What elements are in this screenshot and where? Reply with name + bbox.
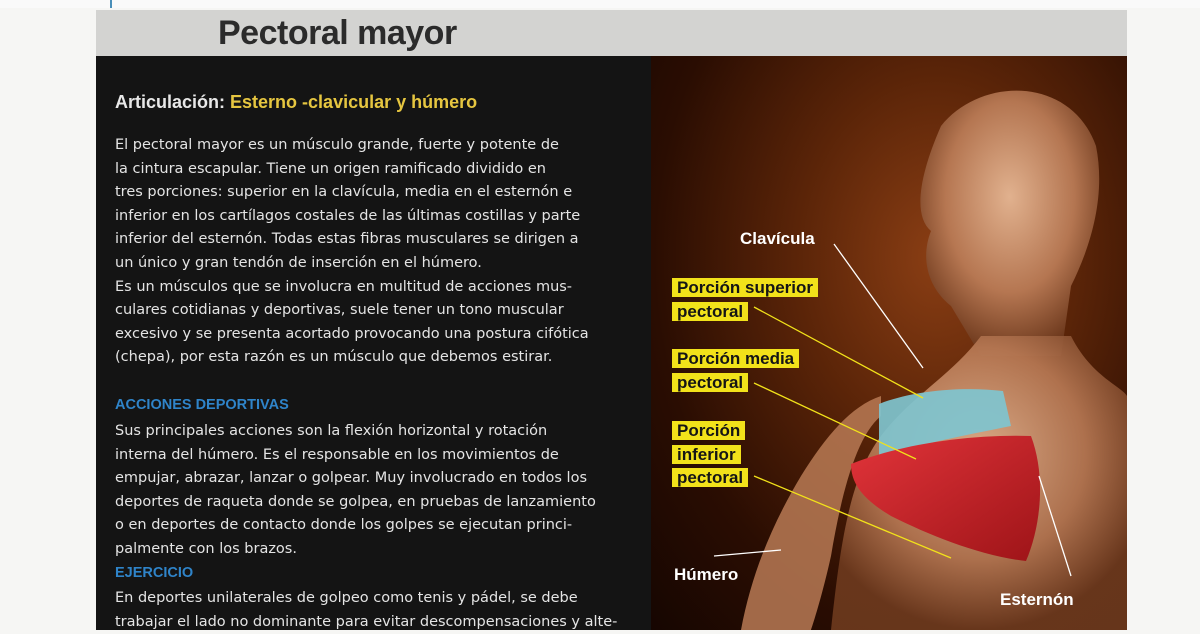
ejercicio-heading: EJERCICIO xyxy=(115,565,194,581)
label-porcion-superior xyxy=(672,276,818,323)
ejercicio-paragraph xyxy=(115,587,635,634)
label-porcion-media xyxy=(672,347,799,394)
label-line: Porción media xyxy=(672,349,799,368)
label-line: pectoral xyxy=(672,302,748,321)
label-line: inferior xyxy=(672,445,741,464)
acciones-line: deportes de raqueta donde se golpea, en pruebas de lanzamiento xyxy=(115,493,596,510)
articulation-label: Articulación: xyxy=(115,92,226,112)
label-line: pectoral xyxy=(672,373,748,392)
intro-line: inferior en los cartílagos costales de las últimas costillas y parte xyxy=(115,207,581,224)
intro-line: un único y gran tendón de inserción en el húmero. xyxy=(115,254,482,271)
right-margin xyxy=(1127,10,1200,630)
acciones-line: empujar, abrazar, lanzar o golpear. Muy involucrado en todos los xyxy=(115,470,588,487)
acciones-line: Sus principales acciones son la flexión horizontal y rotación xyxy=(115,423,548,439)
label-line: Porción xyxy=(672,421,745,440)
intro-line: la cintura escapular. Tiene un origen ramificado dividido en xyxy=(115,160,546,177)
head-shape xyxy=(920,91,1099,356)
page-title: Pectoral mayor xyxy=(218,14,457,52)
ejercicio-line: trabajar el lado no dominante para evitar descompensaciones y alte- xyxy=(115,613,618,630)
ejercicio-line: En deportes unilaterales de golpeo como tenis y pádel, se debe xyxy=(115,590,578,606)
label-line: pectoral xyxy=(672,468,748,487)
articulation-heading xyxy=(115,92,477,113)
acciones-line: o en deportes de contacto donde los golpes se ejecutan princi- xyxy=(115,517,573,534)
anatomy-illustration xyxy=(651,56,1127,630)
intro-line: El pectoral mayor es un músculo grande, fuerte y potente de xyxy=(115,137,559,153)
previous-page-strip xyxy=(0,0,1200,8)
label-line: Porción superior xyxy=(672,278,818,297)
acciones-line: interna del húmero. Es el responsable en los movimientos de xyxy=(115,446,559,463)
intro-line: culares cotidianas y deportivas, suele tener un tono muscular xyxy=(115,302,564,319)
label-esternon: Esternón xyxy=(1000,590,1074,609)
intro-paragraph xyxy=(115,134,635,370)
intro-line: tres porciones: superior en la clavícula, media en el esternón e xyxy=(115,184,573,201)
intro-line: Es un músculos que se involucra en multitud de acciones mus- xyxy=(115,278,573,295)
label-humero: Húmero xyxy=(674,565,739,584)
label-clavicula: Clavícula xyxy=(740,229,815,248)
articulation-value: Esterno -clavicular y húmero xyxy=(230,92,478,112)
intro-line: (chepa), por esta razón es un músculo que debemos estirar. xyxy=(115,349,553,366)
acciones-paragraph xyxy=(115,420,635,562)
top-divider xyxy=(110,0,112,8)
acciones-heading: ACCIONES DEPORTIVAS xyxy=(115,397,289,413)
intro-line: inferior del esternón. Todas estas fibras musculares se dirigen a xyxy=(115,231,579,248)
label-porcion-inferior xyxy=(672,419,748,490)
acciones-line: palmente con los brazos. xyxy=(115,540,297,557)
intro-line: excesivo y se presenta acortado provocando una postura cifótica xyxy=(115,325,589,342)
